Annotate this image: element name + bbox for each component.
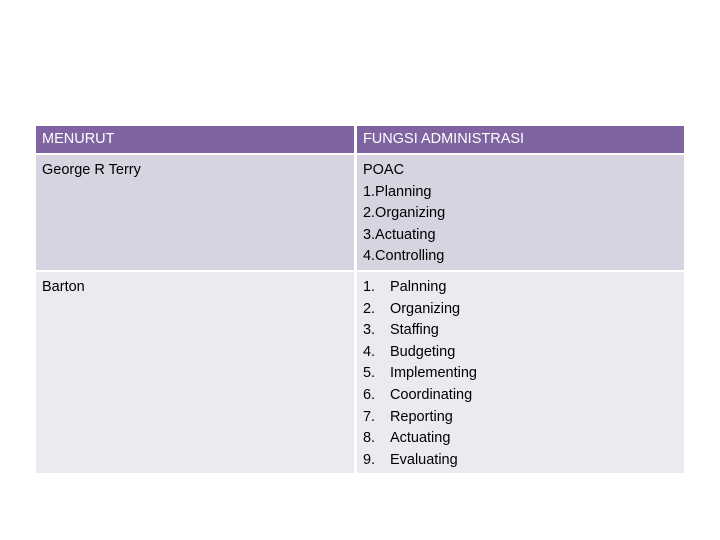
- list-item: [363, 385, 684, 407]
- list-number: 4.: [362, 343, 376, 360]
- list-item: [363, 299, 684, 321]
- administration-functions-table: [36, 126, 684, 473]
- list-item: [363, 320, 684, 342]
- list-text: Coordinating: [389, 386, 473, 403]
- list-text: Staffing: [389, 322, 439, 339]
- list-text: Reporting: [389, 408, 453, 425]
- list-text: Implementing: [389, 365, 477, 382]
- table-row: [36, 272, 684, 473]
- list-number: 6.: [362, 386, 376, 403]
- list-item: [363, 277, 684, 299]
- poac-heading: POAC: [362, 162, 405, 178]
- list-item: [363, 428, 684, 450]
- table-header-row: [36, 126, 684, 155]
- list-number: 3.: [362, 322, 376, 339]
- list-number: 9.: [362, 451, 376, 468]
- header-fungsi-administrasi: FUNGSI ADMINISTRASI: [354, 126, 684, 155]
- list-text: Evaluating: [389, 451, 458, 468]
- list-number: 7.: [362, 408, 376, 425]
- list-item: 4.Controlling: [362, 248, 445, 265]
- list-number: 5.: [362, 365, 376, 382]
- row-1-author: George R Terry: [36, 155, 354, 272]
- barton-list: [363, 277, 684, 471]
- list-number: 8.: [362, 430, 376, 447]
- list-text: Budgeting: [389, 343, 456, 360]
- list-item: [363, 363, 684, 385]
- row-2-functions: [354, 272, 684, 473]
- list-text: Palnning: [389, 278, 447, 295]
- list-item: [363, 407, 684, 429]
- table-row: [36, 155, 684, 272]
- list-number: 2.: [362, 300, 376, 317]
- list-number: 1.: [362, 278, 376, 295]
- row-1-functions: [354, 155, 684, 272]
- header-menurut: MENURUT: [36, 126, 354, 155]
- list-item: [363, 450, 684, 472]
- list-item: 3.Actuating: [362, 226, 436, 243]
- row-2-author: Barton: [36, 272, 354, 473]
- list-item: 2.Organizing: [362, 205, 446, 222]
- poac-list: [363, 182, 684, 268]
- list-text: Actuating: [389, 430, 451, 447]
- list-item: 1.Planning: [362, 183, 432, 200]
- list-item: [363, 342, 684, 364]
- list-text: Organizing: [389, 300, 461, 317]
